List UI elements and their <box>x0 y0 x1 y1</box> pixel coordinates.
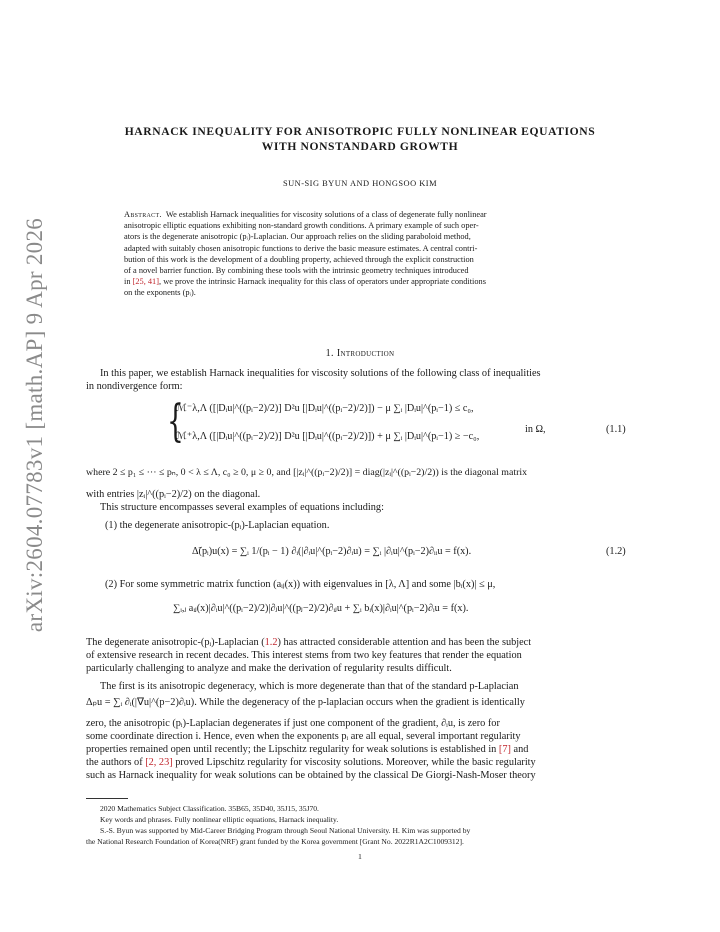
equation-example-2: ∑ᵢ,ⱼ aᵢⱼ(x)|∂ᵢu|^((pᵢ−2)/2)|∂ⱼu|^((pⱼ−2)/2)∂ᵢⱼu + ∑ᵢ bᵢ(x)|∂ᵢu|^(pᵢ−2)∂ᵢu = f(x). <box>173 603 469 614</box>
paper-title <box>80 124 640 154</box>
equation-1-1-lower: ℳ⁺λ,Λ ([|Dᵢu|^((pᵢ−2)/2)] D²u [|Dᵢu|^((pᵢ−2)/2)]) + μ ∑ᵢ |Dᵢu|^(pᵢ−1) ≥ −c₀, <box>176 431 480 442</box>
section-title: Introduction <box>336 348 395 359</box>
arxiv-stamp <box>6 195 64 655</box>
paragraph-2-line-2: of extensive research in recent decades. This interest stems from two key features that render the equation <box>86 650 522 661</box>
abstract-line: on the exponents (pᵢ). <box>124 288 196 298</box>
structure-line: This structure encompasses several examples of equations including: <box>100 502 384 513</box>
footnote-funding-line-1: S.-S. Byun was supported by Mid-Career Bridging Program through Seoul National University. H. Kim was supported by <box>100 826 471 835</box>
abstract-line: Abstract. We establish Harnack inequalities for viscosity solutions of a class of degenerate fully nonlinear <box>124 210 487 219</box>
citation-link[interactable]: [25, 41] <box>132 277 160 287</box>
list-item-1: (1) the degenerate anisotropic-(pᵢ)-Laplacian equation. <box>105 520 330 531</box>
paragraph-2-line-3: particularly challenging to analyze and make the derivation of regularity results difficult. <box>86 663 452 674</box>
equation-domain: in Ω, <box>525 424 546 435</box>
paragraph-3-line-7: such as Harnack inequality for weak solutions can be obtained by the classical De Giorgi-Nash-Moser theory <box>86 770 536 781</box>
equation-number-1-2: (1.2) <box>606 546 626 557</box>
authors: SUN-SIG BYUN AND HONGSOO KIM <box>282 179 438 188</box>
section-heading <box>80 348 640 359</box>
abstract <box>124 209 596 299</box>
intro-line-1: In this paper, we establish Harnack inequalities for viscosity solutions of the following class of inequalities <box>100 368 541 379</box>
citation-link[interactable]: [2, 23] <box>145 757 173 768</box>
equation-1-1-upper: ℳ⁻λ,Λ ([|Dᵢu|^((pᵢ−2)/2)] D²u [|Dᵢu|^((pᵢ−2)/2)]) − μ ∑ᵢ |Dᵢu|^(pᵢ−1) ≤ c₀, <box>176 403 474 414</box>
citation-link[interactable]: [7] <box>498 744 511 755</box>
intro-line-2: in nondivergence form: <box>86 381 183 392</box>
where-line-1: where 2 ≤ p₁ ≤ ··· ≤ pₙ, 0 < λ ≤ Λ, c₀ ≥ 0, μ ≥ 0, and [|zᵢ|^((pᵢ−2)/2)] = diag(|zᵢ|^((pᵢ−2)/2)) is the diagonal matrix <box>86 467 528 478</box>
title-line-1: HARNACK INEQUALITY FOR ANISOTROPIC FULLY NONLINEAR EQUATIONS <box>124 125 596 138</box>
footnote-funding-line-2: the National Research Foundation of Korea(NRF) grant funded by the Korea government [Grant No. 2022R1A2C1009312]. <box>86 837 464 846</box>
footnote-divider <box>86 798 128 799</box>
left-brace: { <box>167 396 184 447</box>
abstract-line: ators is the degenerate anisotropic (pᵢ)-Laplacian. Our approach relies on the sliding paraboloid method, <box>124 232 471 242</box>
abstract-line: bution of this work is the development of a doubling property, achieved through the explicit construction <box>124 254 474 264</box>
paragraph-2-line-1: The degenerate anisotropic-(pᵢ)-Laplacian (1.2) has attracted considerable attention and has been the subject <box>86 637 532 648</box>
page-number: 1 <box>358 852 362 861</box>
equation-number-1-1: (1.1) <box>606 424 626 435</box>
abstract-line: in [25, 41], we prove the intrinsic Harnack inequality for this class of operators under appropriate conditions <box>124 277 486 287</box>
section-number: 1. <box>325 348 334 359</box>
equation-ref-link[interactable]: 1.2 <box>264 637 278 648</box>
footnote-keywords: Key words and phrases. Fully nonlinear elliptic equations, Harnack inequality. <box>100 815 339 824</box>
abstract-line: anisotropic elliptic equations exhibiting non-standard growth conditions. A primary example of such oper- <box>124 221 479 231</box>
equation-1-2: Δ̃(pᵢ)u(x) = ∑ᵢ 1/(pᵢ − 1) ∂ᵢ(|∂ᵢu|^(pᵢ−2)∂ᵢu) = ∑ᵢ |∂ᵢu|^(pᵢ−2)∂ᵢᵢu = f(x). <box>192 546 472 557</box>
paragraph-3-line-1: The first is its anisotropic degeneracy, which is more degenerate than that of the standard p-Laplacian <box>100 681 519 692</box>
arxiv-identifier[interactable]: arXiv:2604.07783v1 [math.AP] 9 Apr 2026 <box>22 217 47 633</box>
list-item-2: (2) For some symmetric matrix function (aᵢⱼ(x)) with eigenvalues in [λ, Λ] and some |bᵢ(x)| ≤ μ, <box>105 579 496 590</box>
title-line-2: WITH NONSTANDARD GROWTH <box>261 140 459 153</box>
where-line-2: with entries |zᵢ|^((pᵢ−2)/2) on the diagonal. <box>86 489 261 500</box>
abstract-line: of a novel barrier function. By combining these tools with the intrinsic geometry techniques introduced <box>124 266 469 276</box>
abstract-label: Abstract. <box>124 210 162 219</box>
paragraph-3-line-6: the authors of [2, 23] proved Lipschitz regularity for viscosity solutions. Moreover, while the basic regularity <box>86 757 536 768</box>
paragraph-3-line-4: some coordinate direction i. Hence, even when the exponents pᵢ are all equal, several important regularity <box>86 731 521 742</box>
abstract-line: adapted with suitably chosen anisotropic functions to derive the basic measure estimates. A central contri- <box>124 243 478 253</box>
footnote-msc: 2020 Mathematics Subject Classification. 35B65, 35D40, 35J15, 35J70. <box>100 804 319 813</box>
paragraph-3-line-2: Δₚu = ∑ᵢ ∂ᵢ(|∇u|^(p−2)∂ᵢu). While the degeneracy of the p-laplacian occurs when the gradient is identically <box>86 697 525 708</box>
paragraph-3-line-5: properties remained open until recently; the Lipschitz regularity for weak solutions is established in [7] and <box>86 744 529 755</box>
paragraph-3-line-3: zero, the anisotropic (pᵢ)-Laplacian degenerates if just one component of the gradient, ∂ᵢu, is zero for <box>86 718 500 729</box>
